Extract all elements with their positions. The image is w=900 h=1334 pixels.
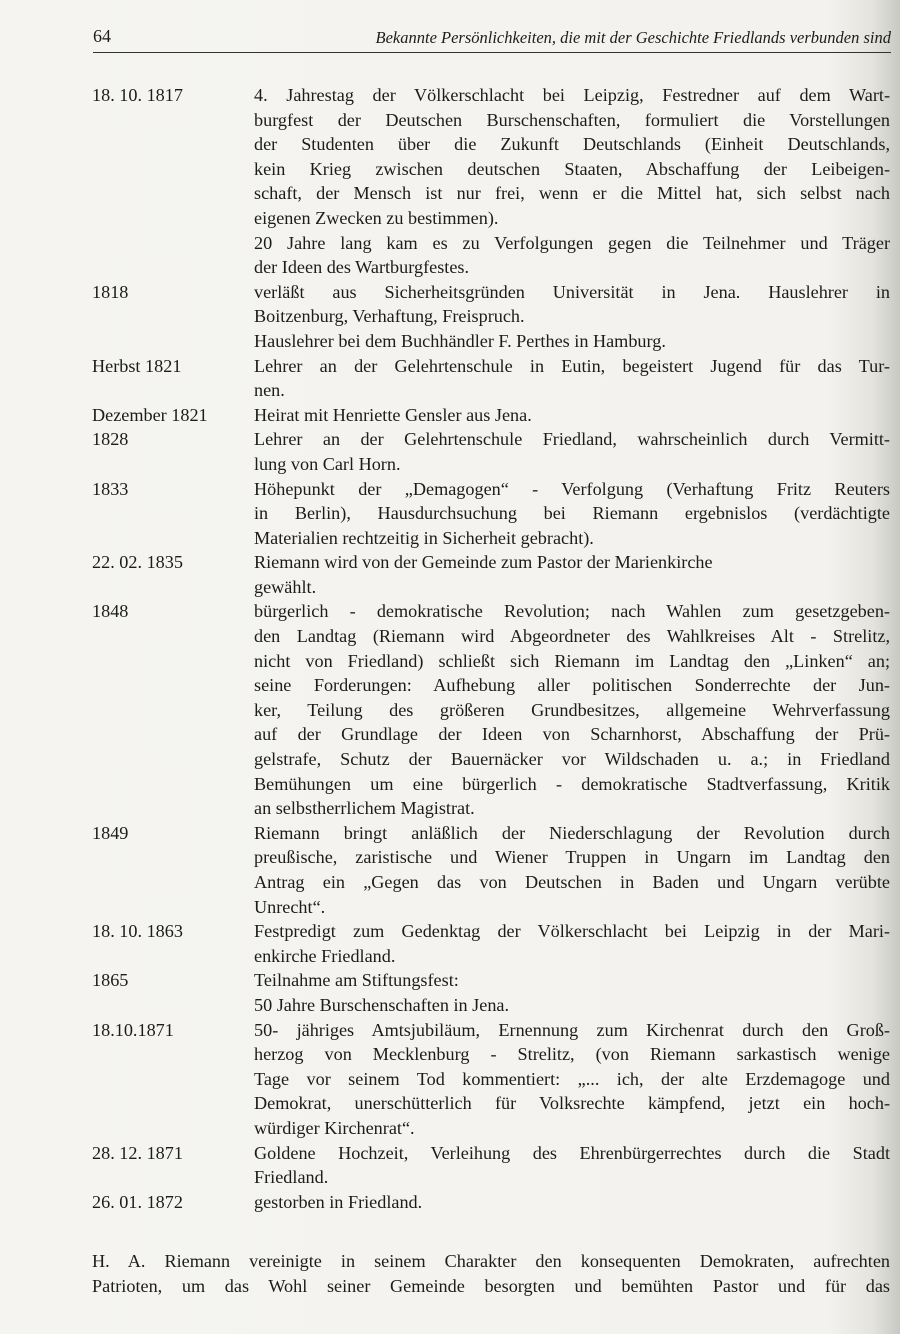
description-line: Materialien rechtzeitig in Sicherheit gebracht). — [254, 527, 594, 548]
description-line: Lehrer an der Gelehrtenschule in Eutin, begeistert Jugend für das Tur- — [254, 355, 890, 376]
description-line: Riemann wird von der Gemeinde zum Pastor der Marienkirche — [254, 552, 713, 573]
description-line: Friedland. — [254, 1167, 329, 1188]
description-line: ker, Teilung des größeren Grundbesitzes, allgemeine Wehrverfassung — [254, 699, 890, 720]
description-line: lung von Carl Horn. — [254, 453, 401, 474]
description-line: der Ideen des Wartburgfestes. — [254, 257, 470, 278]
description-line: gewählt. — [254, 576, 317, 597]
entry-date: 1833 — [92, 478, 129, 499]
entry-date: 1865 — [92, 970, 129, 991]
entry-description — [254, 968, 890, 1017]
entry-description — [254, 427, 890, 476]
entry-date: 22. 02. 1835 — [92, 552, 183, 573]
entry-date: 1828 — [92, 429, 129, 450]
description-line: Boitzenburg, Verhaftung, Freispruch. — [254, 306, 525, 327]
entry-date: 28. 12. 1871 — [92, 1142, 183, 1163]
chronology-entry — [92, 280, 892, 354]
chronology-entry — [92, 599, 892, 820]
entry-date: 26. 01. 1872 — [92, 1191, 183, 1212]
entry-description — [254, 477, 890, 551]
description-line: Demokrat, unerschütterlich für Volksrechte kämpfend, jetzt ein hoch- — [254, 1093, 890, 1114]
entry-description — [254, 83, 890, 280]
entry-description — [254, 280, 890, 354]
description-line: Goldene Hochzeit, Verleihung des Ehrenbürgerrechtes durch die Stadt — [254, 1142, 890, 1163]
description-line: burgfest der Deutschen Burschenschaften, formuliert die Vorstellungen — [254, 109, 890, 130]
chronology-entry — [92, 477, 892, 551]
entry-date: 18.10.1871 — [92, 1019, 174, 1040]
chronology-entry — [92, 1018, 892, 1141]
description-line: Riemann bringt anläßlich der Niederschlagung der Revolution durch — [254, 822, 890, 843]
entry-date: 1848 — [92, 601, 129, 622]
description-line: den Landtag (Riemann wird Abgeordneter des Wahlkreises Alt - Strelitz, — [254, 626, 890, 647]
running-title: Bekannte Persönlichkeiten, die mit der Geschichte Friedlands verbunden sind — [375, 28, 891, 47]
chronology-entry — [92, 968, 892, 1017]
description-line: auf der Grundlage der Ideen von Scharnhorst, Abschaffung der Prü- — [254, 724, 890, 745]
chronology-entry — [92, 821, 892, 919]
entry-description — [254, 919, 890, 968]
chronology-entry — [92, 403, 892, 428]
entry-date: Herbst 1821 — [92, 355, 182, 376]
description-line: Antrag ein „Gegen das von Deutschen in Baden und Ungarn verübte — [254, 872, 890, 892]
description-line: seine Forderungen: Aufhebung aller politischen Sonderrechte der Jun- — [254, 675, 890, 696]
description-line: Höhepunkt der „Demagogen“ - Verfolgung (Verhaftung Fritz Reuters — [254, 478, 890, 499]
description-line: Teilnahme am Stiftungsfest: — [254, 970, 459, 991]
description-line: verläßt aus Sicherheitsgründen Universität in Jena. Hauslehrer in — [254, 281, 890, 302]
description-line: Hauslehrer bei dem Buchhändler F. Perthes in Hamburg. — [254, 330, 666, 351]
chronology-entry — [92, 919, 892, 968]
description-line: enkirche Friedland. — [254, 945, 396, 966]
entry-description — [254, 550, 890, 599]
entry-date: 18. 10. 1817 — [92, 85, 183, 105]
page-header — [93, 24, 891, 53]
entry-description — [254, 1190, 890, 1215]
description-line: Festpredigt zum Gedenktag der Völkerschlacht bei Leipzig in der Mari- — [254, 921, 890, 942]
chronology-entry — [92, 1190, 892, 1215]
chronology-list — [92, 83, 892, 1214]
description-line: bürgerlich - demokratische Revolution; nach Wahlen zum gesetzgeben- — [254, 601, 890, 622]
description-line: preußische, zaristische und Wiener Truppen in Ungarn im Landtag den — [254, 847, 890, 868]
description-line: in Berlin), Hausdurchsuchung bei Riemann ergebnislos (verdächtigte — [254, 503, 890, 524]
entry-description — [254, 1141, 890, 1190]
description-line: 50 Jahre Burschenschaften in Jena. — [254, 994, 510, 1015]
description-line: eigenen Zwecken zu bestimmen). — [254, 207, 499, 228]
conclusion-paragraph — [92, 1249, 890, 1298]
entry-date: 1849 — [92, 822, 129, 843]
description-line: gestorben in Friedland. — [254, 1191, 423, 1212]
description-line: Unrecht“. — [254, 896, 326, 917]
entry-date: 18. 10. 1863 — [92, 921, 183, 942]
description-line: gelstrafe, Schutz der Bauernäcker vor Wildschaden u. a.; in Friedland — [254, 749, 890, 770]
chronology-entry — [92, 354, 892, 403]
chronology-entry — [92, 427, 892, 476]
entry-description — [254, 1018, 890, 1141]
entry-date: Dezember 1821 — [92, 404, 208, 425]
conclusion-line: H. A. Riemann vereinigte in seinem Charakter den konsequenten Demokraten, aufrechten — [92, 1251, 890, 1271]
page-number: 64 — [93, 26, 111, 46]
description-line: nen. — [254, 380, 285, 401]
description-line: schaft, der Mensch ist nur frei, wenn er die Mittel hat, sich selbst nach — [254, 183, 890, 204]
description-line: 20 Jahre lang kam es zu Verfolgungen gegen die Teilnehmer und Träger — [254, 232, 890, 253]
description-line: Tage vor seinem Tod kommentiert: „... ich, der alte Erzdemagoge und — [254, 1068, 890, 1089]
description-line: Heirat mit Henriette Gensler aus Jena. — [254, 404, 532, 425]
description-line: Bemühungen um eine bürgerlich - demokratische Stadtverfassung, Kritik — [254, 773, 890, 794]
description-line: Lehrer an der Gelehrtenschule Friedland, wahrscheinlich durch Vermitt- — [254, 429, 890, 450]
entry-date: 1818 — [92, 281, 129, 302]
description-line: 50- jähriges Amtsjubiläum, Ernennung zum Kirchenrat durch den Groß- — [254, 1019, 890, 1040]
description-line: 4. Jahrestag der Völkerschlacht bei Leipzig, Festredner auf dem Wart- — [254, 85, 890, 105]
description-line: kein Krieg zwischen deutschen Staaten, Abschaffung der Leibeigen- — [254, 158, 890, 179]
description-line: der Studenten über die Zukunft Deutschlands (Einheit Deutschlands, — [254, 134, 890, 155]
entry-description — [254, 821, 890, 919]
description-line: würdiger Kirchenrat“. — [254, 1117, 415, 1138]
description-line: herzog von Mecklenburg - Strelitz, (von Riemann sarkastisch wenige — [254, 1044, 890, 1065]
description-line: nicht von Friedland) schließt sich Riemann im Landtag den „Linken“ an; — [254, 650, 890, 671]
entry-description — [254, 403, 890, 428]
description-line: an selbstherrlichem Magistrat. — [254, 798, 475, 819]
chronology-entry — [92, 550, 892, 599]
chronology-entry — [92, 83, 892, 280]
entry-description — [254, 599, 890, 820]
entry-description — [254, 354, 890, 403]
conclusion-line: Patrioten, um das Wohl seiner Gemeinde besorgten und bemühten Pastor und für das — [92, 1275, 890, 1296]
chronology-entry — [92, 1141, 892, 1190]
